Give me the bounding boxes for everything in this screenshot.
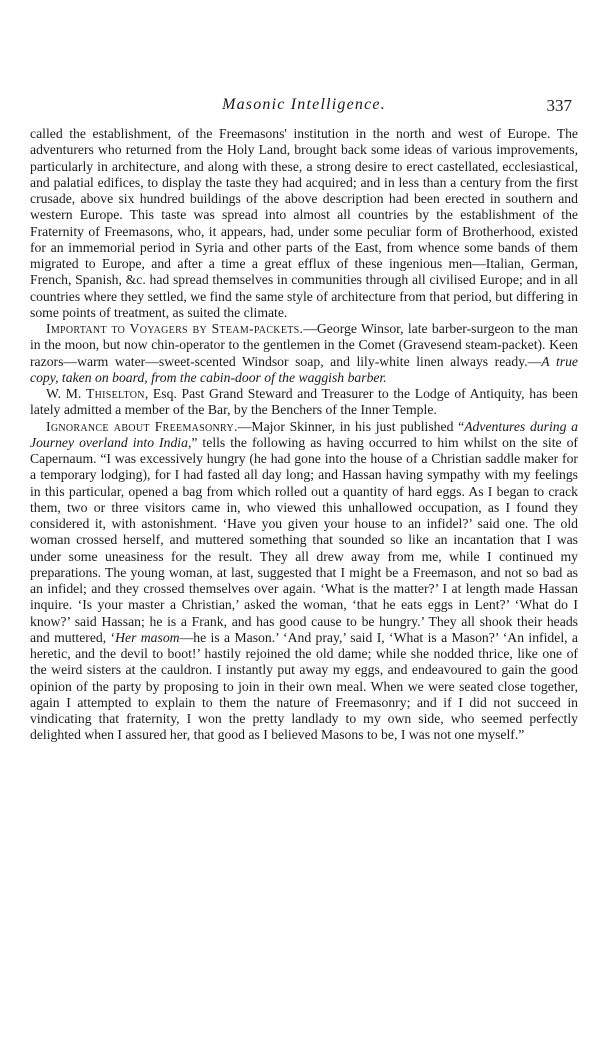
ignorance-text-2: ,” tells the following as having occurred to him whilst on the site of Capernaum. “I was excessively hungry (he had gone into the house of a Christian saddle maker for a temporary lodging), for I had fasted all day long; and Hassan having sympathy with my feelings in this particular, opened a bag from which rolled out a quantity of hard eggs. As I began to crack them, two or three visitors came in, who viewed this unhallowed occupation, as I found they considered it, with astonishment. ‘Have you given your house to an infidel?’ said one. The old woman crossed herself, and muttered something that sounded so like an incantation that I was under some uneasiness for the result. They all drew away from me, while I continued my preparations. The young woman, at last, suggested that I might be a Freemason, and not so bad as an infidel; and they crossed themselves over again. ‘What is the matter?’ I at length made Hassan inquire. ‘Is your master a Christian,’ asked the woman, ‘that he eats eggs in Lent?’ ‘What do I know?’ said Hassan; he is a Frank, and has good cause to be hungry.’ They all shook their heads and muttered, ‘ [30,434,578,645]
running-title: Masonic Intelligence. [222,96,386,113]
book-title: Adventures during a Journey overland into India [30,418,578,450]
paragraph-ignorance-freemasonry [30,419,578,744]
book-page [30,96,578,744]
heading-ignorance-freemasonry: Ignorance about Freemasonry. [46,418,238,434]
page-number: 337 [546,96,572,115]
thiselton-prefix: W. M. [46,386,86,401]
body-text [30,126,578,744]
thiselton-name: Thiselton [85,386,145,401]
ignorance-text-1: —Major Skinner, in his just published “ [237,418,465,434]
heading-steam-packets: Important to Voyagers by Steam-packets. [46,321,304,336]
paragraph-crusades-architecture: called the establishment, of the Freemasons' institution in the north and west of Europe. The adventurers who returned from the Holy Land, brought back some ideas of various improvements, particularly in architecture, and along with these, a strong desire to erect castellated, ecclesiastical, and palatial edifices, to display the taste they had acquired; and in less than a century from the first crusade, above six hundred buildings of the above description had been erected in southern and western Europe. This taste was spread into almost all countries by the establishment of the Fraternity of Freemasons, who, it appears, had, under some peculiar form of Brotherhood, existed for an immemorial period in Syria and other parts of the East, from whence some bands of them migrated to Europe, and after a time a great efflux of these ingenious men—Italian, German, French, Spanish, &c. had spread themselves in communities through all civilised Europe; and in all countries where they settled, we find the same style of architecture from that period, but differing in some points of treatment, as suited the climate. [30,126,578,320]
italic-phrase: Her masom [115,629,180,645]
steam-packets-text: —George Winsor, late barber-surgeon to the man in the moon, but now chin-operator to the gentlemen in the Comet (Gravesend steam-packet). Keen razors—warm water—sweet-scented Windsor soap, and lily-white linen always ready.— [30,321,579,369]
page-header [30,96,578,124]
steam-packets-italic-tail: A true copy, taken on board, from the cabin-door of the waggish barber. [30,353,578,385]
paragraph-thiselton [30,386,578,419]
paragraph-steam-packets [30,321,578,386]
thiselton-text: , Esq. Past Grand Steward and Treasurer to the Lodge of Antiquity, has been lately admitted a member of the Bar, by the Benchers of the Inner Temple. [30,386,578,418]
ignorance-text-3: —he is a Mason.’ ‘And pray,’ said I, ‘What is a Mason?’ ‘An infidel, a heretic, and the devil to boot!’ hastily rejoined the old dame; while she nodded thrice, like one of the weird sisters at the cauldron. I instantly put away my eggs, and endeavoured to gain the good opinion of the party by proposing to join in their own meal. When we were seated close together, again I attempted to explain to them the nature of Freemasonry; and if I did not succeed in vindicating that fraternity, I won the pretty landlady to my own side, who seemed perfectly delighted when I assured her, that good as I believed Masons to be, I was not one myself.” [30,629,578,743]
